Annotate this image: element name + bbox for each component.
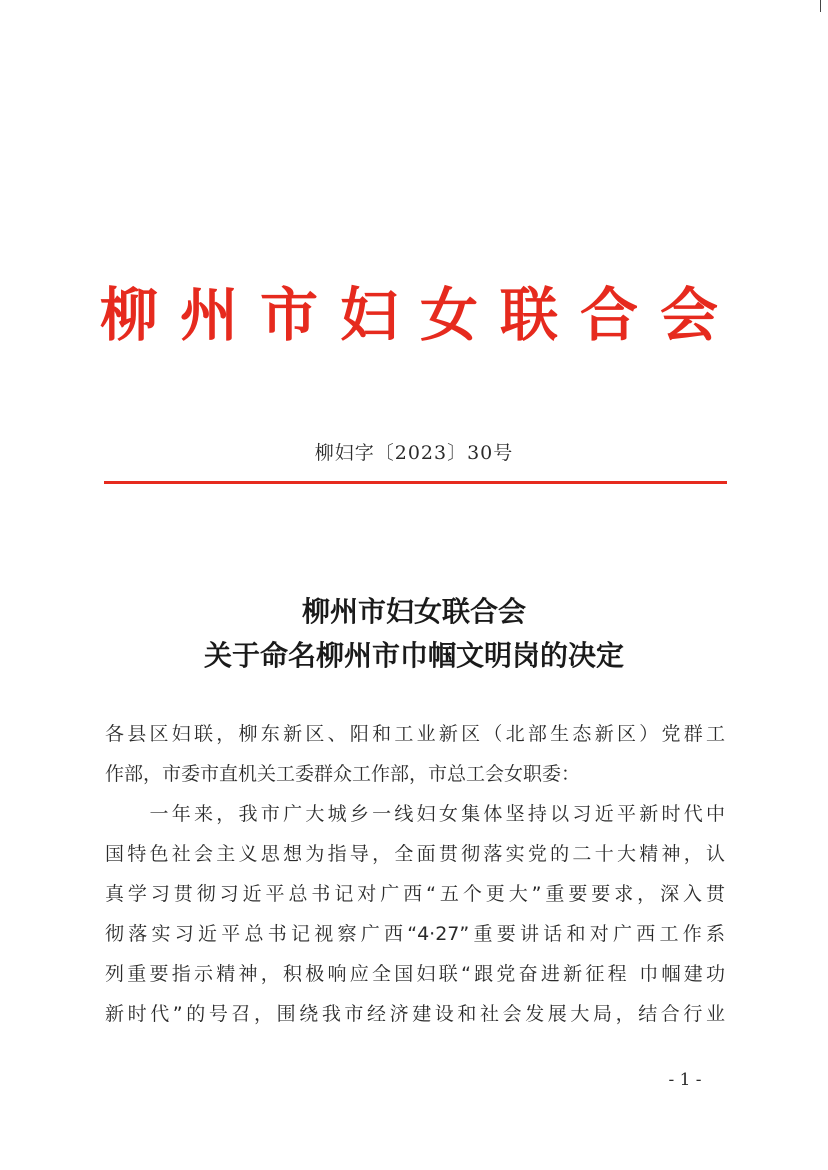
body-line: 彻落实习近平总书记视察广西“4·27”重要讲话和对广西工作系 bbox=[105, 923, 725, 945]
page-number: - 1 - bbox=[668, 1070, 702, 1090]
title-line-2: 关于命名柳州市巾帼文明岗的决定 bbox=[203, 639, 624, 672]
document-number: 柳妇字〔2023〕30号 bbox=[314, 442, 514, 464]
body-line: 作部，市委市直机关工委群众工作部，市总工会女职委： bbox=[105, 763, 581, 785]
body-line: 国特色社会主义思想为指导，全面贯彻落实党的二十大精神，认 bbox=[105, 843, 725, 865]
title-line-1: 柳州市妇女联合会 bbox=[301, 595, 526, 628]
document-body bbox=[105, 714, 725, 1034]
organization-header: 柳州市妇女联合会 bbox=[100, 281, 741, 349]
body-line: 列重要指示精神，积极响应全国妇联“跟党奋进新征程 巾帼建功 bbox=[105, 963, 725, 985]
red-divider-line bbox=[104, 481, 727, 484]
body-line: 各县区妇联，柳东新区、阳和工业新区（北部生态新区）党群工 bbox=[105, 723, 725, 745]
scan-edge-mark bbox=[820, 0, 821, 12]
body-line: 一年来，我市广大城乡一线妇女集体坚持以习近平新时代中 bbox=[105, 803, 725, 825]
document-title bbox=[0, 590, 828, 678]
body-line: 新时代”的号召，围绕我市经济建设和社会发展大局，结合行业 bbox=[105, 1003, 725, 1025]
body-line: 真学习贯彻习近平总书记对广西“五个更大”重要要求，深入贯 bbox=[105, 883, 725, 905]
